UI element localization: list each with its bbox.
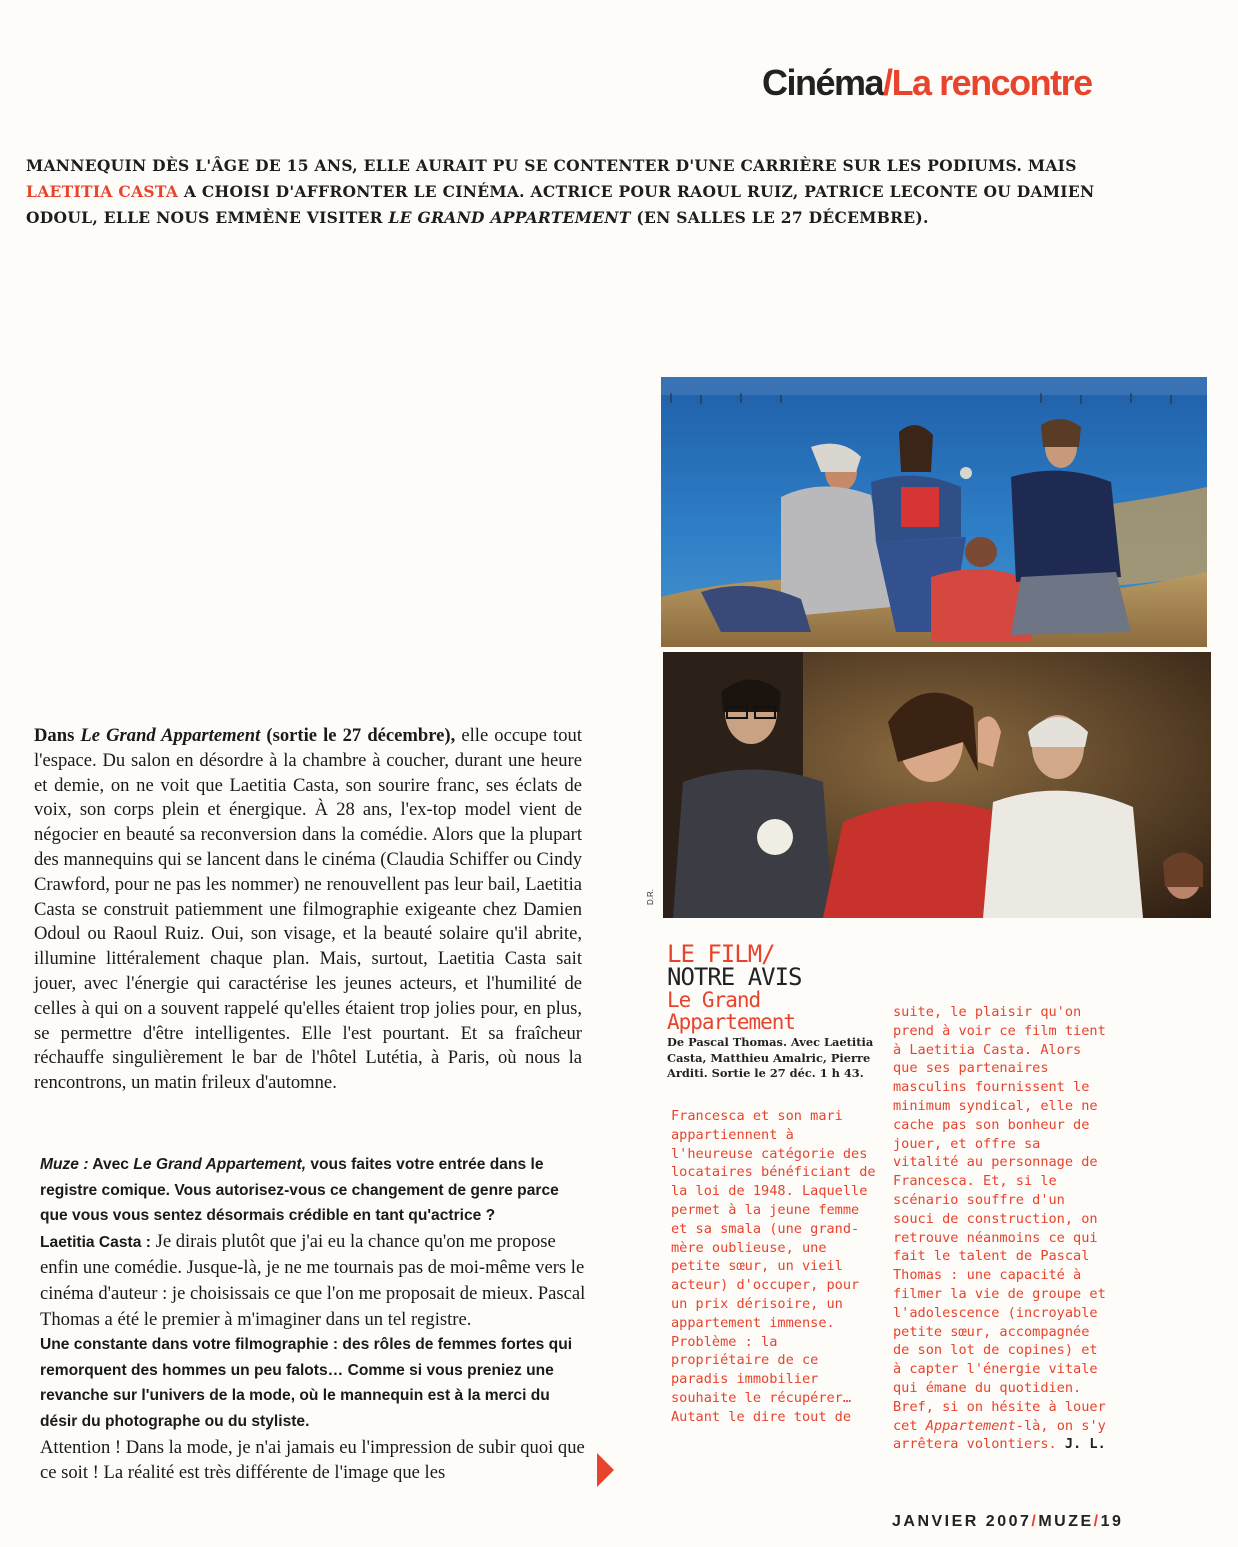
article-paragraph: [34, 724, 582, 1096]
interview-answer: [40, 1229, 588, 1332]
folio-date: JANVIER 2007: [892, 1513, 1032, 1530]
question-film-title: Le Grand Appartement,: [133, 1156, 307, 1173]
review-kicker-sub: NOTRE AVIS: [667, 963, 802, 991]
review-film-title: Le Grand: [667, 988, 761, 1012]
review-kicker: LE FILM/: [667, 940, 775, 968]
review-text: Francesca et son mari appartiennent à l'heureuse catégorie des locataires bénéficiant de la loi de 1948. Laquelle permet à la jeune femme et sa smala (une grand-mère oublieuse, une petite sœur, un vieil acteur) d'occuper, pour un prix dérisoire, un appartement immense. Problème : la propriétaire de ce paradis immobilier souhaite le récupérer… Autant le dire tout de: [671, 1108, 876, 1425]
intro-standfirst: [26, 153, 1156, 231]
page-folio: [892, 1513, 1123, 1531]
review-credits: De Pascal Thomas. Avec Laetitia Casta, Matthieu Amalric, Pierre Arditi. Sortie le 27 déc. 1 h 43.: [667, 1035, 874, 1080]
lead-text: Dans: [34, 725, 81, 746]
interior-scene-image: [663, 652, 1211, 918]
review-text: [893, 1003, 1113, 1454]
review-author: J. L.: [1064, 1436, 1106, 1453]
continue-arrow-icon: [597, 1453, 614, 1487]
review-heading: [667, 940, 882, 1034]
review-text-part: -là, on s'y arrêtera volontiers.: [893, 1417, 1106, 1453]
section-header: [762, 62, 1182, 104]
review-text-part: suite, le plaisir qu'on prend à voir ce film tient à Laetitia Casta. Alors que ses partenaires masculins fournissent le minimum syndical, elle ne cache pas son bonheur de jouer, et offre sa vitalité au personnage de Francesca. Et, si le scénario souffre d'un souci de construction, on retrouve néanmoins ce qui fait le talent de Pascal Thomas : une capacité à filmer la vie de groupe et l'adolescence (incroyable petite sœur, accompagnée de son lot de copines) et à capter l'énergie vitale qui émane du quotidien. Bref, si on hésite à louer cet: [893, 1004, 1106, 1434]
intro-text: A CHOISI D'AFFRONTER LE CINÉMA. ACTRICE POUR RAOUL RUIZ, PATRICE LECONTE OU DAMIEN ODOUL, ELLE NOUS EMMÈNE VISITER: [26, 182, 1095, 227]
film-still-interior: [663, 652, 1211, 918]
intro-text: (EN SALLES LE 27 DÉCEMBRE).: [630, 208, 929, 227]
folio-separator: /: [1093, 1513, 1101, 1530]
article-body-text: elle occupe tout l'espace. Du salon en désordre à la chambre à coucher, durant une heure et demie, on ne voit que Laetitia Casta, son sourire franc, ses éclats de voix, son corps plein et énergique. À 28 ans, l'ex-top model vient de négocier en beauté sa reconversion dans la comédie. Alors que la plupart des mannequins qui se lancent dans le cinéma (Claudia Schiffer ou Cindy Crawford, pour ne pas les nommer) ne renouvellent pas leur bail, Laetitia Casta se construit patiemment une filmographie exigeante chez Damien Odoul ou Raoul Ruiz. Oui, son visage, et la beauté solaire qu'il abrite, illumine littéralement chaque plan. Mais, surtout, Laetitia Casta sait jouer, avec l'énergie qui caractérise les jeunes acteurs, et l'humilité de celles à qui on a souvent rappelé qu'elles étaient trop jolies pour, en plus, se permettre d'être intelligentes. Elle l'est pourtant. Et sa fraîcheur réchauffe singulièrement le bar de l'hôtel Lutétia, à Paris, où nous la rencontrons, un matin frileux d'automne.: [34, 725, 582, 1094]
review-film-title: Appartement: [667, 1010, 796, 1034]
interview-answer: Attention ! Dans la mode, je n'ai jamais eu l'impression de subir quoi que ce soit ! La réalité est très différente de l'image que les: [40, 1436, 585, 1484]
interview-question: [40, 1152, 588, 1229]
article-body: [34, 724, 582, 1096]
film-still-beach: [661, 377, 1207, 647]
beach-scene-image: [661, 377, 1207, 647]
photo-credit: D.R.: [646, 889, 655, 905]
intro-film-title: LE GRAND APPARTEMENT: [388, 208, 631, 227]
interview: [40, 1152, 588, 1486]
review-film-title-inline: Appartement: [925, 1417, 1016, 1434]
section-subtitle: La rencontre: [891, 62, 1092, 103]
question-text: vous faites votre entrée dans le registre comique. Vous autorisez-vous ce changement de genre parce que vous vous sentez désormais crédible en tant qu'actrice ?: [40, 1156, 559, 1225]
article-lead: [34, 725, 455, 746]
interviewee-label: Laetitia Casta :: [40, 1233, 151, 1251]
lead-text: (sortie le 27 décembre),: [260, 725, 456, 746]
interviewer-label: Muze :: [40, 1156, 89, 1173]
folio-page-number: 19: [1100, 1513, 1124, 1530]
folio-separator: /: [1031, 1513, 1039, 1530]
intro-text: MANNEQUIN DÈS L'ÂGE DE 15 ANS, ELLE AURAIT PU SE CONTENTER D'UNE CARRIÈRE SUR LES PODIUMS. MAIS: [26, 156, 1077, 175]
folio-magazine: MUZE: [1038, 1513, 1094, 1530]
review-column-1: [671, 1107, 881, 1427]
answer-text: Je dirais plutôt que j'ai eu la chance qu'on me propose enfin une comédie. Jusque-là, je ne me tournais pas de moi-même vers le cinéma d'auteur : je choisissais ce que l'on me proposait de mieux. Pascal Thomas a été le premier à m'imaginer dans un tel registre.: [40, 1230, 586, 1330]
lead-film-title: Le Grand Appartement: [80, 725, 261, 746]
question-text: Avec: [88, 1156, 134, 1173]
section-separator: /: [883, 62, 892, 103]
interview-question: Une constante dans votre filmographie : des rôles de femmes fortes qui remorquent des hommes un peu falots… Comme si vous preniez une revanche sur l'univers de la mode, où le mannequin est à la merci du désir du photographe ou du styliste.: [40, 1336, 573, 1430]
intro-highlight-name: LAETITIA CASTA: [26, 182, 179, 201]
review-column-2: [893, 1003, 1113, 1454]
section-name: Cinéma: [762, 62, 884, 103]
